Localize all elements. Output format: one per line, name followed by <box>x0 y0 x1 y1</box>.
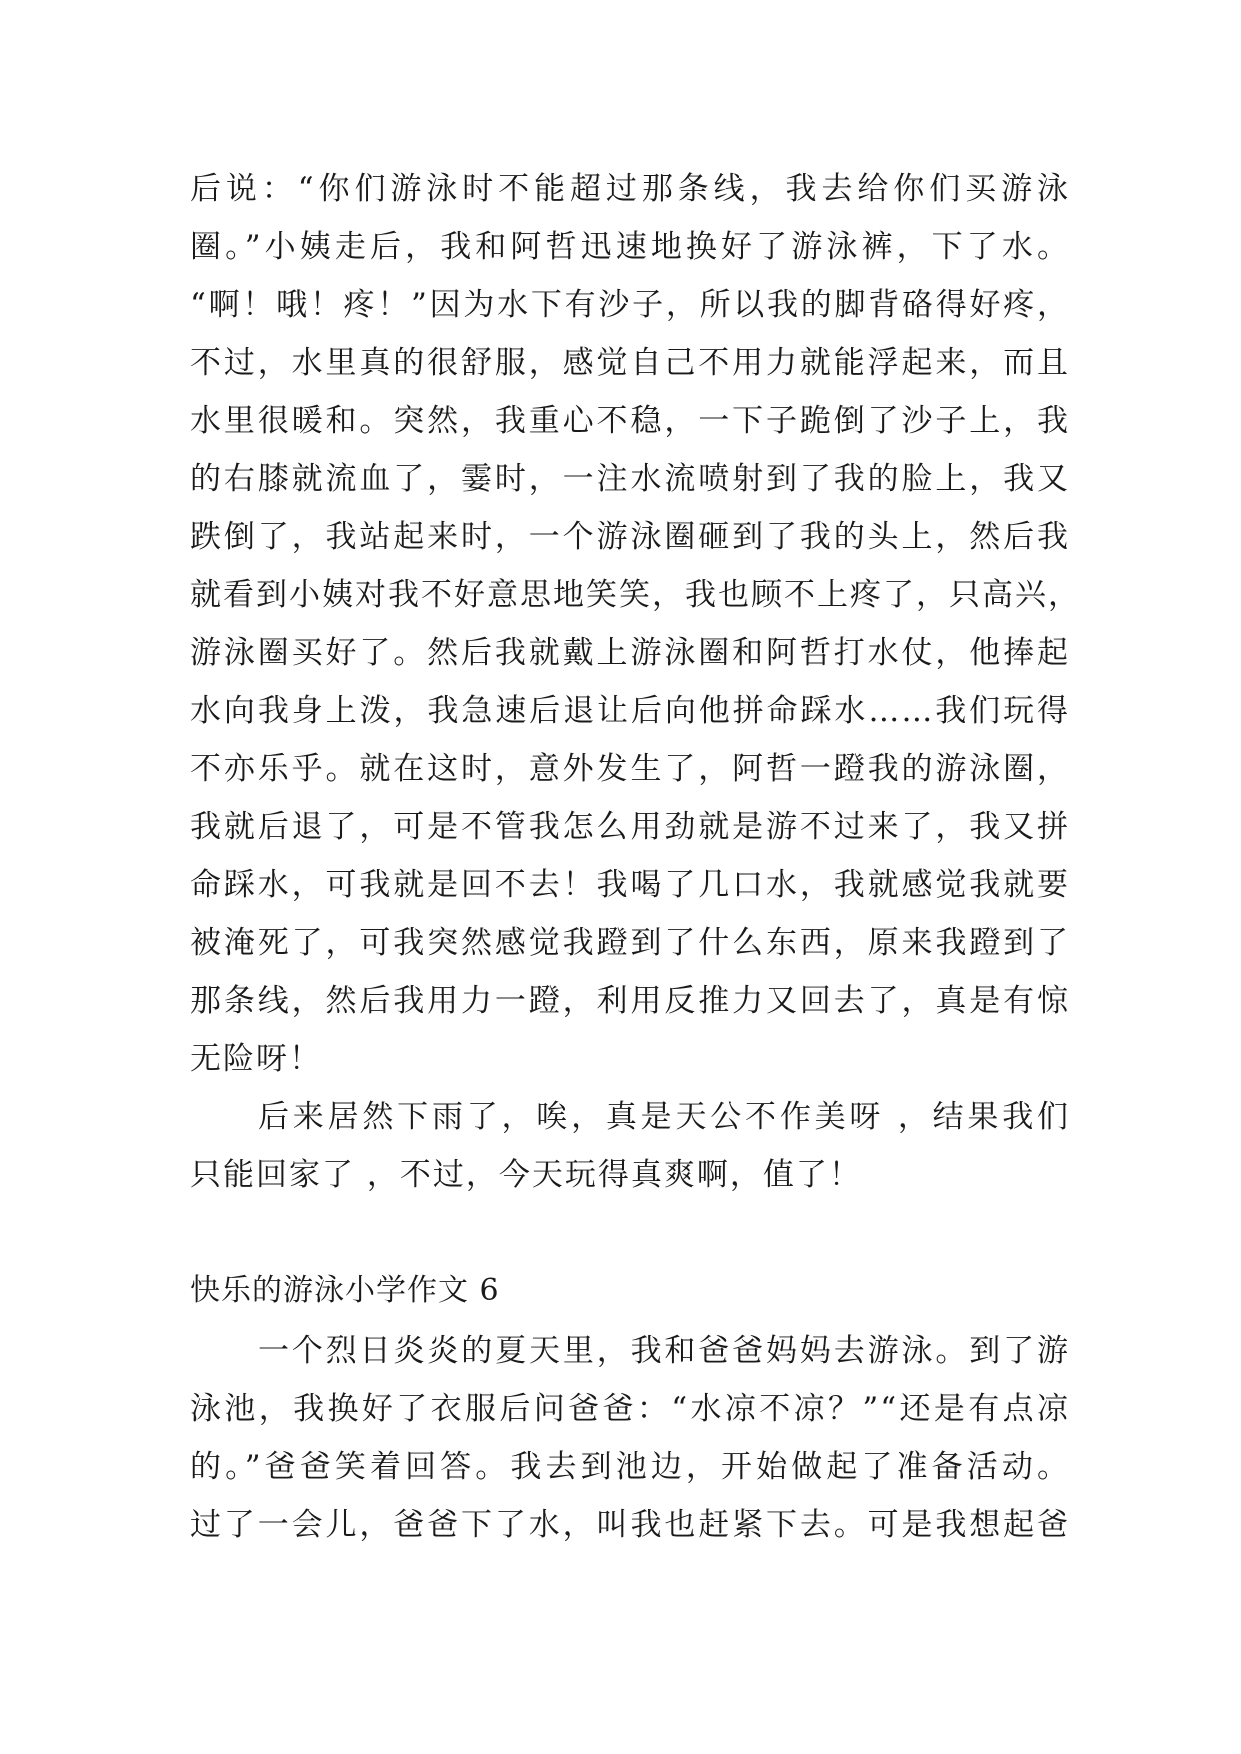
text-line: 不过，水里真的很舒服，感觉自己不用力就能浮起来，而且 <box>190 345 1070 381</box>
text-line: 后来居然下雨了，唉，真是天公不作美呀 ，结果我们 <box>258 1099 1070 1135</box>
text-line: 水里很暖和。突然，我重心不稳，一下子跪倒了沙子上，我 <box>190 403 1070 439</box>
text-line: 的。”爸爸笑着回答。我去到池边，开始做起了准备活动。 <box>190 1449 1070 1485</box>
text-line: 后说：“你们游泳时不能超过那条线，我去给你们买游泳 <box>190 171 1070 207</box>
text-line: 只能回家了 ，不过，今天玩得真爽啊，值了！ <box>190 1157 862 1193</box>
text-line: 泳池，我换好了衣服后问爸爸：“水凉不凉？”“还是有点凉 <box>190 1391 1070 1427</box>
text-line: 一个烈日炎炎的夏天里，我和爸爸妈妈去游泳。到了游 <box>258 1333 1070 1369</box>
essay-title: 快乐的游泳小学作文 6 <box>190 1273 500 1308</box>
text-line: 就看到小姨对我不好意思地笑笑，我也顾不上疼了，只高兴， <box>190 577 1081 613</box>
text-line: 圈。”小姨走后，我和阿哲迅速地换好了游泳裤，下了水。 <box>190 229 1070 265</box>
text-line: 被淹死了，可我突然感觉我蹬到了什么东西，原来我蹬到了 <box>190 925 1070 961</box>
text-line: 水向我身上泼，我急速后退让后向他拼命踩水……我们玩得 <box>190 693 1070 729</box>
text-line: 不亦乐乎。就在这时，意外发生了，阿哲一蹬我的游泳圈， <box>190 751 1070 787</box>
text-line: 的右膝就流血了，霎时，一注水流喷射到了我的脸上，我又 <box>190 461 1070 497</box>
text-line: 跌倒了，我站起来时，一个游泳圈砸到了我的头上，然后我 <box>190 519 1070 555</box>
text-line: 那条线，然后我用力一蹬，利用反推力又回去了，真是有惊 <box>190 983 1070 1019</box>
text-line: 游泳圈买好了。然后我就戴上游泳圈和阿哲打水仗，他捧起 <box>190 635 1070 671</box>
text-line: 无险呀！ <box>190 1041 322 1077</box>
text-line: 过了一会儿，爸爸下了水，叫我也赶紧下去。可是我想起爸 <box>190 1507 1070 1543</box>
text-line: “啊！哦！疼！”因为水下有沙子，所以我的脚背硌得好疼， <box>190 287 1070 323</box>
text-line: 命踩水，可我就是回不去！我喝了几口水，我就感觉我就要 <box>190 867 1070 903</box>
text-line: 我就后退了，可是不管我怎么用劲就是游不过来了，我又拼 <box>190 809 1070 845</box>
